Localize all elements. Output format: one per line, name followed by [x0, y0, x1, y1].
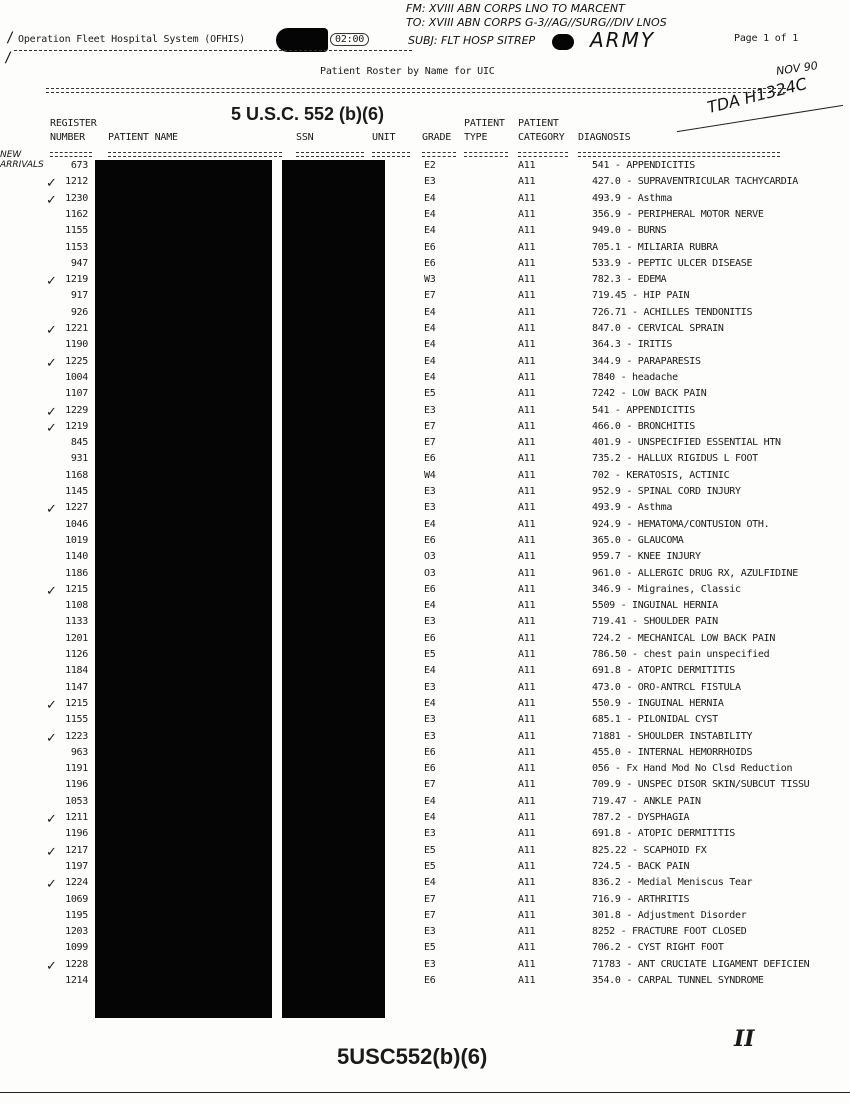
register-number: 931	[70, 453, 88, 465]
diagnosis-cell: 836.2 - Medial Meniscus Tear	[592, 877, 753, 889]
grade-cell: E4	[424, 371, 436, 383]
grade-cell: E3	[424, 714, 436, 726]
diagnosis-cell: 344.9 - PARAPARESIS	[592, 355, 701, 367]
checkmark-icon: ✓	[46, 502, 57, 518]
grade-cell: E3	[424, 926, 436, 938]
handwritten-initials: TDA H1324C	[705, 73, 809, 118]
grade-cell: E6	[424, 534, 436, 546]
grade-cell: E6	[424, 975, 436, 986]
register-number: 947	[70, 257, 88, 269]
column-rule-diagnosis	[578, 152, 780, 157]
register-number: 1133	[65, 616, 88, 628]
patient-category-cell: A11	[518, 404, 536, 416]
register-number: 1046	[65, 518, 88, 530]
register-number: 1190	[65, 339, 88, 351]
diagnosis-cell: 709.9 - UNSPEC DISOR SKIN/SUBCUT TISSU	[592, 779, 810, 791]
checkmark-icon: ✓	[46, 877, 57, 893]
patient-category-cell: A11	[518, 355, 536, 367]
diagnosis-cell: 705.1 - MILIARIA RUBRA	[592, 241, 718, 253]
patient-category-cell: A11	[518, 812, 536, 823]
handwritten-army-label: ARMY	[590, 28, 656, 52]
register-number: 1230	[65, 192, 88, 204]
patient-category-cell: A11	[518, 518, 536, 530]
patient-category-cell: A11	[518, 176, 536, 188]
patient-category-cell: A11	[518, 371, 536, 383]
diagnosis-cell: 961.0 - ALLERGIC DRUG RX, AZULFIDINE	[592, 567, 798, 579]
register-number: 1108	[65, 600, 88, 612]
register-number: 1053	[65, 795, 88, 807]
patient-category-cell: A11	[518, 697, 536, 709]
subject-redaction	[552, 34, 574, 50]
grade-cell: E7	[424, 420, 436, 432]
grade-cell: E4	[424, 795, 436, 807]
diagnosis-cell: 7242 - LOW BACK PAIN	[592, 388, 707, 400]
register-number: 1203	[65, 926, 88, 938]
grade-cell: E3	[424, 828, 436, 840]
col-patient-category-1: PATIENT	[518, 118, 559, 129]
grade-cell: E3	[424, 404, 436, 416]
register-number: 1212	[65, 176, 88, 188]
column-rule-name	[108, 152, 282, 157]
register-number: 1145	[65, 486, 88, 497]
ssn-unit-redaction	[282, 160, 385, 1018]
diagnosis-cell: 724.5 - BACK PAIN	[592, 860, 690, 872]
redaction-label-bottom: 5USC552(b)(6)	[337, 1044, 488, 1069]
checkmark-icon: ✓	[46, 844, 57, 860]
grade-cell: E7	[424, 909, 436, 921]
diagnosis-cell: 364.3 - IRITIS	[592, 339, 673, 351]
register-number: 1227	[65, 502, 88, 514]
patient-category-cell: A11	[518, 926, 536, 938]
checkmark-icon: ✓	[46, 176, 57, 192]
diagnosis-cell: 056 - Fx Hand Mod No Clsd Reduction	[592, 763, 793, 775]
handwritten-from-line: FM: XVIII ABN CORPS LNO TO MARCENT	[406, 2, 625, 15]
patient-category-cell: A11	[518, 844, 536, 856]
patient-category-cell: A11	[518, 763, 536, 775]
patient-category-cell: A11	[518, 714, 536, 726]
patient-category-cell: A11	[518, 616, 536, 628]
left-margin-slash: /	[6, 30, 15, 46]
col-unit: UNIT	[372, 132, 396, 143]
diagnosis-cell: 473.0 - ORO-ANTRCL FISTULA	[592, 681, 741, 693]
patient-category-cell: A11	[518, 649, 536, 660]
register-number: 1019	[65, 534, 88, 546]
register-number: 1147	[65, 681, 88, 693]
grade-cell: E6	[424, 257, 436, 269]
patient-category-cell: A11	[518, 160, 536, 171]
diagnosis-cell: 702 - KERATOSIS, ACTINIC	[592, 469, 730, 481]
patient-category-cell: A11	[518, 632, 536, 644]
grade-cell: E4	[424, 812, 436, 823]
handwritten-date-note: NOV 90	[775, 59, 819, 78]
patient-category-cell: A11	[518, 909, 536, 921]
diagnosis-cell: 455.0 - INTERNAL HEMORRHOIDS	[592, 746, 753, 758]
register-number: 1228	[65, 958, 88, 970]
diagnosis-cell: 959.7 - KNEE INJURY	[592, 551, 701, 563]
column-rule-category	[518, 152, 568, 157]
diagnosis-cell: 719.47 - ANKLE PAIN	[592, 795, 701, 807]
patient-category-cell: A11	[518, 795, 536, 807]
grade-cell: E4	[424, 665, 436, 677]
grade-cell: E5	[424, 844, 436, 856]
grade-cell: E3	[424, 486, 436, 497]
register-number: 1140	[65, 551, 88, 563]
patient-category-cell: A11	[518, 975, 536, 986]
grade-cell: E3	[424, 616, 436, 628]
redaction-label-top: 5 U.S.C. 552 (b)(6)	[231, 104, 385, 124]
patient-category-cell: A11	[518, 257, 536, 269]
column-rule-register	[50, 152, 92, 157]
diagnosis-cell: 8252 - FRACTURE FOOT CLOSED	[592, 926, 747, 938]
diagnosis-cell: 726.71 - ACHILLES TENDONITIS	[592, 306, 753, 318]
grade-cell: E6	[424, 583, 436, 595]
diagnosis-cell: 782.3 - EDEMA	[592, 274, 667, 286]
patient-category-cell: A11	[518, 730, 536, 742]
diagnosis-cell: 346.9 - Migraines, Classic	[592, 583, 741, 595]
column-rule-unit	[372, 152, 410, 157]
grade-cell: W3	[424, 274, 436, 286]
register-number: 1215	[65, 697, 88, 709]
grade-cell: E6	[424, 453, 436, 465]
register-number: 1153	[65, 241, 88, 253]
diagnosis-cell: 952.9 - SPINAL CORD INJURY	[592, 486, 741, 497]
patient-category-cell: A11	[518, 453, 536, 465]
register-number: 1224	[65, 877, 88, 889]
col-patient-type-2: TYPE	[464, 132, 488, 143]
register-number: 1215	[65, 583, 88, 595]
grade-cell: E5	[424, 942, 436, 954]
diagnosis-cell: 724.2 - MECHANICAL LOW BACK PAIN	[592, 632, 776, 644]
checkmark-icon: ✓	[46, 192, 57, 208]
grade-cell: E4	[424, 192, 436, 204]
patient-category-cell: A11	[518, 681, 536, 693]
diagnosis-cell: 466.0 - BRONCHITIS	[592, 420, 695, 432]
diagnosis-cell: 735.2 - HALLUX RIGIDUS L FOOT	[592, 453, 758, 465]
register-number: 1221	[65, 323, 88, 334]
register-number: 1196	[65, 779, 88, 791]
patient-category-cell: A11	[518, 225, 536, 237]
col-register-2: NUMBER	[50, 132, 85, 143]
register-number: 1217	[65, 844, 88, 856]
left-margin-slash-2: /	[4, 50, 13, 66]
checkmark-icon: ✓	[46, 958, 57, 974]
col-patient-category-2: CATEGORY	[518, 132, 565, 143]
register-number: 1195	[65, 909, 88, 921]
diagnosis-cell: 786.50 - chest pain unspecified	[592, 649, 770, 660]
diagnosis-cell: 847.0 - CERVICAL SPRAIN	[592, 323, 724, 334]
diagnosis-cell: 924.9 - HEMATOMA/CONTUSION OTH.	[592, 518, 770, 530]
patient-category-cell: A11	[518, 958, 536, 970]
diagnosis-cell: 719.41 - SHOULDER PAIN	[592, 616, 718, 628]
grade-cell: E6	[424, 241, 436, 253]
diagnosis-cell: 691.8 - ATOPIC DERMITITIS	[592, 665, 736, 677]
initials-underline	[677, 105, 843, 132]
diagnosis-cell: 401.9 - UNSPECIFIED ESSENTIAL HTN	[592, 437, 781, 449]
register-number: 1223	[65, 730, 88, 742]
diagnosis-cell: 533.9 - PEPTIC ULCER DISEASE	[592, 257, 753, 269]
register-number: 1214	[65, 975, 88, 986]
diagnosis-cell: 71783 - ANT CRUCIATE LIGAMENT DEFICIEN	[592, 958, 810, 970]
grade-cell: E4	[424, 877, 436, 889]
col-patient-type-1: PATIENT	[464, 118, 505, 129]
grade-cell: E7	[424, 437, 436, 449]
checkmark-icon: ✓	[46, 583, 57, 599]
register-number: 1201	[65, 632, 88, 644]
handwritten-to-line: TO: XVIII ABN CORPS G-3//AG//SURG//DIV LNOS	[406, 16, 667, 29]
grade-cell: E2	[424, 160, 436, 171]
diagnosis-cell: 691.8 - ATOPIC DERMITITIS	[592, 828, 736, 840]
register-number: 1219	[65, 420, 88, 432]
patient-category-cell: A11	[518, 502, 536, 514]
register-number: 926	[70, 306, 88, 318]
checkmark-icon: ✓	[46, 730, 57, 746]
patient-category-cell: A11	[518, 469, 536, 481]
register-number: 1225	[65, 355, 88, 367]
register-number: 1196	[65, 828, 88, 840]
patient-category-cell: A11	[518, 437, 536, 449]
patient-category-cell: A11	[518, 583, 536, 595]
register-number: 1229	[65, 404, 88, 416]
diagnosis-cell: 550.9 - INGUINAL HERNIA	[592, 697, 724, 709]
diagnosis-cell: 706.2 - CYST RIGHT FOOT	[592, 942, 724, 954]
diagnosis-cell: 356.9 - PERIPHERAL MOTOR NERVE	[592, 208, 764, 220]
register-number: 1126	[65, 649, 88, 660]
diagnosis-cell: 301.8 - Adjustment Disorder	[592, 909, 747, 921]
col-ssn: SSN	[296, 132, 314, 143]
register-number: 1197	[65, 860, 88, 872]
patient-category-cell: A11	[518, 779, 536, 791]
patient-category-cell: A11	[518, 420, 536, 432]
diagnosis-cell: 354.0 - CARPAL TUNNEL SYNDROME	[592, 975, 764, 986]
patient-category-cell: A11	[518, 306, 536, 318]
page-number: Page 1 of 1	[734, 33, 799, 44]
diagnosis-cell: 825.22 - SCAPHOID FX	[592, 844, 707, 856]
checkmark-icon: ✓	[46, 697, 57, 713]
diagnosis-cell: 685.1 - PILONIDAL CYST	[592, 714, 718, 726]
register-number: 1099	[65, 942, 88, 954]
header-redaction	[276, 28, 328, 52]
checkmark-icon: ✓	[46, 404, 57, 420]
register-number: 1191	[65, 763, 88, 775]
patient-category-cell: A11	[518, 600, 536, 612]
patient-category-cell: A11	[518, 274, 536, 286]
grade-cell: E4	[424, 225, 436, 237]
grade-cell: E4	[424, 323, 436, 334]
grade-cell: E4	[424, 600, 436, 612]
register-number: 673	[70, 160, 88, 171]
patient-category-cell: A11	[518, 860, 536, 872]
register-number: 1155	[65, 714, 88, 726]
page-bottom-rule	[0, 1092, 850, 1093]
grade-cell: O3	[424, 551, 436, 563]
diagnosis-cell: 71881 - SHOULDER INSTABILITY	[592, 730, 753, 742]
register-number: 1168	[65, 469, 88, 481]
grade-cell: E3	[424, 681, 436, 693]
register-number: 1219	[65, 274, 88, 286]
patient-category-cell: A11	[518, 893, 536, 905]
grade-cell: E6	[424, 632, 436, 644]
column-rule-grade	[422, 152, 456, 157]
diagnosis-cell: 541 - APPENDICITIS	[592, 160, 695, 171]
handwritten-subject-line: SUBJ: FLT HOSP SITREP	[408, 34, 536, 47]
diagnosis-cell: 787.2 - DYSPHAGIA	[592, 812, 690, 823]
diagnosis-cell: 716.9 - ARTHRITIS	[592, 893, 690, 905]
diagnosis-cell: 5509 - INGUINAL HERNIA	[592, 600, 718, 612]
patient-category-cell: A11	[518, 241, 536, 253]
handwritten-margin-note: NEW ARRIVALS	[0, 150, 44, 170]
grade-cell: E5	[424, 860, 436, 872]
register-number: 1069	[65, 893, 88, 905]
column-rule-type	[464, 152, 508, 157]
patient-category-cell: A11	[518, 323, 536, 334]
register-number: 1184	[65, 665, 88, 677]
header-divider	[46, 88, 786, 93]
grade-cell: E7	[424, 893, 436, 905]
checkmark-icon: ✓	[46, 420, 57, 436]
grade-cell: E7	[424, 779, 436, 791]
grade-cell: E4	[424, 697, 436, 709]
patient-category-cell: A11	[518, 290, 536, 302]
patient-category-cell: A11	[518, 665, 536, 677]
diagnosis-cell: 493.9 - Asthma	[592, 502, 673, 514]
system-name: Operation Fleet Hospital System (OFHIS)	[18, 34, 245, 45]
patient-category-cell: A11	[518, 746, 536, 758]
grade-cell: E3	[424, 730, 436, 742]
column-rule-ssn	[296, 152, 364, 157]
patient-category-cell: A11	[518, 388, 536, 400]
col-grade: GRADE	[422, 132, 452, 143]
report-time: 02:00	[330, 33, 369, 46]
patient-category-cell: A11	[518, 828, 536, 840]
patient-category-cell: A11	[518, 208, 536, 220]
col-diagnosis: DIAGNOSIS	[578, 132, 631, 143]
grade-cell: E7	[424, 290, 436, 302]
checkmark-icon: ✓	[46, 355, 57, 371]
grade-cell: E5	[424, 649, 436, 660]
grade-cell: E6	[424, 746, 436, 758]
grade-cell: E6	[424, 763, 436, 775]
report-title: Patient Roster by Name for UIC	[320, 66, 495, 77]
grade-cell: E4	[424, 339, 436, 351]
header-divider-top	[14, 50, 412, 51]
patient-category-cell: A11	[518, 534, 536, 546]
register-number: 963	[70, 746, 88, 758]
register-number: 1155	[65, 225, 88, 237]
grade-cell: E4	[424, 355, 436, 367]
register-number: 1211	[65, 812, 88, 823]
grade-cell: W4	[424, 469, 436, 481]
col-patient-name: PATIENT NAME	[108, 132, 178, 143]
patient-category-cell: A11	[518, 551, 536, 563]
grade-cell: E5	[424, 388, 436, 400]
register-number: 845	[70, 437, 88, 449]
diagnosis-cell: 365.0 - GLAUCOMA	[592, 534, 684, 546]
checkmark-icon: ✓	[46, 812, 57, 827]
register-number: 1186	[65, 567, 88, 579]
col-register-1: REGISTER	[50, 118, 97, 129]
register-number: 1004	[65, 371, 88, 383]
grade-cell: E4	[424, 306, 436, 318]
register-number: 1107	[65, 388, 88, 400]
grade-cell: O3	[424, 567, 436, 579]
patient-category-cell: A11	[518, 567, 536, 579]
checkmark-icon: ✓	[46, 323, 57, 338]
patient-category-cell: A11	[518, 486, 536, 497]
grade-cell: E4	[424, 518, 436, 530]
patient-category-cell: A11	[518, 192, 536, 204]
register-number: 1162	[65, 208, 88, 220]
patient-category-cell: A11	[518, 339, 536, 351]
diagnosis-cell: 719.45 - HIP PAIN	[592, 290, 690, 302]
diagnosis-cell: 949.0 - BURNS	[592, 225, 667, 237]
diagnosis-cell: 541 - APPENDICITIS	[592, 404, 695, 416]
grade-cell: E4	[424, 208, 436, 220]
checkmark-icon: ✓	[46, 274, 57, 290]
register-number: 917	[70, 290, 88, 302]
grade-cell: E3	[424, 958, 436, 970]
diagnosis-cell: 493.9 - Asthma	[592, 192, 673, 204]
patient-category-cell: A11	[518, 942, 536, 954]
diagnosis-cell: 7840 - headache	[592, 371, 678, 383]
patient-category-cell: A11	[518, 877, 536, 889]
grade-cell: E3	[424, 502, 436, 514]
grade-cell: E3	[424, 176, 436, 188]
footer-mark: II	[734, 1026, 755, 1052]
patient-name-redaction	[95, 160, 272, 1018]
diagnosis-cell: 427.0 - SUPRAVENTRICULAR TACHYCARDIA	[592, 176, 798, 188]
